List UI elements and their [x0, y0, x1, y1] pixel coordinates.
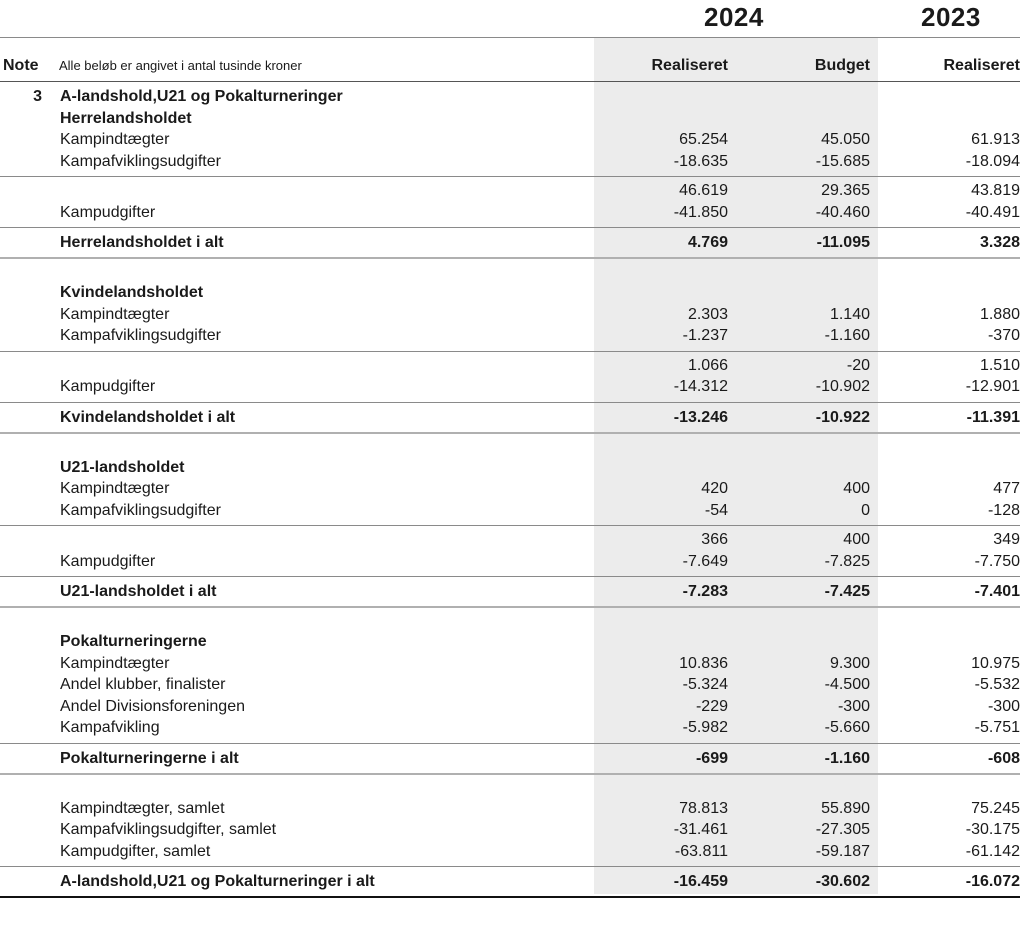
- value-budget-2024: -7.825: [824, 552, 870, 570]
- total-row: [0, 227, 1020, 259]
- value-realiseret-2023: -5.751: [974, 719, 1020, 736]
- note-cell: [0, 696, 48, 718]
- table-row: [0, 674, 1020, 696]
- note-cell: [0, 631, 48, 653]
- row-label: Pokalturneringerne i alt: [60, 749, 239, 767]
- value-realiseret-2023: -11.391: [966, 408, 1020, 426]
- value-realiseret-2024: -5.324: [682, 676, 728, 693]
- row-label: Kampafviklingsudgifter, samlet: [60, 821, 277, 838]
- value-budget-2024: -15.685: [815, 152, 870, 170]
- row-label: Kampudgifter: [60, 378, 156, 395]
- value-realiseret-2024: [594, 282, 728, 304]
- value-budget-2024: -20: [846, 356, 870, 374]
- row-label: Kampafviklingsudgifter: [60, 501, 221, 519]
- note-cell: [0, 500, 48, 522]
- row-label: Kampindtægter: [60, 305, 170, 323]
- value-realiseret-2024: 78.813: [679, 799, 728, 817]
- value-realiseret-2024: -229: [695, 697, 728, 715]
- table-row: [0, 841, 1020, 863]
- value-budget-2024: 1.140: [829, 305, 870, 323]
- amount-unit-caption: Alle beløb er angivet i antal tusinde kroner: [59, 58, 302, 73]
- value-realiseret-2024: [594, 631, 728, 653]
- row-label: Kvindelandsholdet i alt: [60, 408, 236, 426]
- note-cell: [0, 577, 48, 606]
- row-label: A-landshold,U21 og Pokalturneringer i alt: [60, 873, 375, 890]
- section-heading-row: [0, 86, 1020, 108]
- value-budget-2024: [728, 457, 870, 479]
- value-budget-2024: [728, 108, 870, 130]
- table-row: [0, 696, 1020, 718]
- note-cell: [0, 151, 48, 173]
- note-cell: [0, 228, 48, 257]
- table-row: [0, 653, 1020, 675]
- value-budget-2024: 9.300: [829, 654, 870, 672]
- value-realiseret-2023: -128: [987, 501, 1020, 519]
- note-cell: [0, 529, 48, 551]
- value-realiseret-2023: -18.094: [965, 152, 1020, 170]
- note-cell: [0, 403, 48, 432]
- value-budget-2024: [728, 282, 870, 304]
- row-label: Kampindtægter: [60, 480, 170, 497]
- row-label: Kampindtægter: [60, 131, 170, 148]
- total-row: [0, 866, 1020, 898]
- table-body: [0, 86, 1020, 898]
- note-cell: [0, 478, 48, 500]
- value-realiseret-2024: 10.836: [679, 654, 728, 672]
- total-row: [0, 576, 1020, 608]
- row-label: Kampudgifter, samlet: [60, 842, 211, 860]
- value-budget-2024: 0: [861, 501, 870, 519]
- value-realiseret-2023: 43.819: [971, 182, 1020, 199]
- note-cell: [0, 457, 48, 479]
- row-label: U21-landsholdet: [60, 458, 185, 476]
- value-budget-2024: -11.095: [816, 234, 870, 251]
- value-realiseret-2024: -16.459: [673, 873, 728, 890]
- value-realiseret-2023: -370: [987, 327, 1020, 344]
- value-realiseret-2024: -1.237: [682, 327, 728, 344]
- value-realiseret-2024: -63.811: [674, 842, 728, 860]
- row-label: [48, 355, 594, 377]
- row-label: Andel klubber, finalister: [60, 676, 226, 693]
- value-realiseret-2023: -30.175: [965, 821, 1020, 838]
- row-label: U21-landsholdet i alt: [60, 583, 217, 600]
- note-cell: [0, 180, 48, 202]
- value-budget-2024: -1.160: [824, 749, 870, 767]
- value-budget-2024: -40.460: [815, 203, 870, 221]
- table-row: [0, 304, 1020, 326]
- value-realiseret-2024: 2.303: [687, 305, 728, 323]
- value-realiseret-2024: -13.246: [673, 408, 728, 426]
- value-realiseret-2024: [594, 86, 728, 108]
- value-budget-2024: -1.160: [824, 327, 870, 344]
- value-realiseret-2023: -61.142: [965, 842, 1020, 860]
- value-realiseret-2024: -7.649: [682, 552, 728, 570]
- col-header-realiseret-2023: Realiseret: [943, 57, 1020, 74]
- row-spacer: [0, 608, 1020, 631]
- value-realiseret-2023: -7.750: [974, 552, 1020, 570]
- value-realiseret-2024: 4.769: [687, 234, 728, 251]
- note-cell: [0, 376, 48, 398]
- value-realiseret-2023: [870, 631, 1020, 653]
- row-label: Kampudgifter: [60, 203, 156, 221]
- value-realiseret-2024: -7.283: [682, 583, 728, 600]
- column-header-row: [0, 38, 1020, 82]
- value-budget-2024: -10.902: [815, 378, 870, 395]
- note-cell: [0, 653, 48, 675]
- section-heading-row: [0, 282, 1020, 304]
- note-cell: [0, 674, 48, 696]
- value-realiseret-2024: -14.312: [673, 378, 728, 395]
- value-budget-2024: 55.890: [821, 799, 870, 817]
- value-budget-2024: -10.922: [815, 408, 870, 426]
- value-realiseret-2023: [870, 457, 1020, 479]
- value-realiseret-2024: -54: [704, 501, 728, 519]
- table-row: [0, 351, 1020, 377]
- row-label: Kampindtægter, samlet: [60, 799, 225, 817]
- value-realiseret-2024: [594, 108, 728, 130]
- note-cell: [0, 551, 48, 573]
- value-realiseret-2024: 420: [701, 480, 728, 497]
- note-cell: [0, 129, 48, 151]
- value-budget-2024: [728, 86, 870, 108]
- row-label: Kampindtægter: [60, 654, 170, 672]
- col-header-realiseret-2024: Realiseret: [651, 57, 728, 74]
- value-budget-2024: 400: [843, 480, 870, 497]
- row-spacer: [0, 775, 1020, 798]
- table-row: [0, 819, 1020, 841]
- value-realiseret-2024: 46.619: [679, 182, 728, 199]
- value-realiseret-2023: [870, 282, 1020, 304]
- table-row: [0, 525, 1020, 551]
- value-realiseret-2023: 349: [993, 531, 1020, 548]
- value-realiseret-2024: 65.254: [679, 131, 728, 148]
- value-budget-2024: -300: [837, 697, 870, 715]
- value-realiseret-2024: -699: [695, 749, 728, 767]
- note-cell: [0, 798, 48, 820]
- value-realiseret-2023: 1.510: [979, 356, 1020, 374]
- table-row: [0, 798, 1020, 820]
- table-row: [0, 551, 1020, 573]
- row-label: [48, 529, 594, 551]
- year-2024-heading: 2024: [704, 2, 764, 32]
- table-row: [0, 129, 1020, 151]
- year-header-row: [0, 0, 1020, 38]
- row-label: Kampafviklingsudgifter: [60, 152, 221, 170]
- table-row: [0, 202, 1020, 224]
- value-realiseret-2024: -5.982: [682, 719, 728, 736]
- row-label: Kampafviklingsudgifter: [60, 327, 221, 344]
- note-cell: [0, 325, 48, 347]
- row-label: [48, 180, 594, 202]
- value-realiseret-2023: -7.401: [974, 583, 1020, 600]
- value-realiseret-2023: 1.880: [979, 305, 1020, 323]
- value-realiseret-2023: [870, 86, 1020, 108]
- value-realiseret-2023: -16.072: [965, 873, 1020, 890]
- value-budget-2024: -27.305: [815, 821, 870, 838]
- total-row: [0, 743, 1020, 775]
- value-realiseret-2023: -5.532: [974, 676, 1020, 693]
- value-realiseret-2024: -31.461: [673, 821, 728, 838]
- value-realiseret-2023: 10.975: [971, 654, 1020, 672]
- value-realiseret-2023: 61.913: [971, 131, 1020, 148]
- note-cell: [0, 355, 48, 377]
- table-row: [0, 176, 1020, 202]
- value-realiseret-2024: -41.850: [673, 203, 728, 221]
- table-row: [0, 376, 1020, 398]
- value-budget-2024: [728, 631, 870, 653]
- value-realiseret-2024: 1.066: [687, 356, 728, 374]
- total-row: [0, 402, 1020, 434]
- col-header-budget-2024: Budget: [814, 57, 870, 74]
- note-cell: [0, 841, 48, 863]
- note-cell: 3: [33, 88, 42, 105]
- value-budget-2024: 400: [843, 531, 870, 548]
- row-label: A-landshold,U21 og Pokalturneringer: [60, 88, 343, 105]
- row-label: Herrelandsholdet: [60, 109, 192, 127]
- value-realiseret-2024: 366: [701, 531, 728, 548]
- value-budget-2024: -5.660: [824, 719, 870, 736]
- value-budget-2024: -4.500: [824, 676, 870, 693]
- value-realiseret-2023: -300: [987, 697, 1020, 715]
- value-realiseret-2024: -18.635: [673, 152, 728, 170]
- note-cell: [0, 202, 48, 224]
- value-realiseret-2023: -608: [987, 749, 1020, 767]
- section-heading-row: [0, 631, 1020, 653]
- year-2023-heading: 2023: [921, 2, 981, 32]
- value-realiseret-2023: 75.245: [971, 799, 1020, 817]
- row-label: Kvindelandsholdet: [60, 284, 204, 301]
- table-row: [0, 151, 1020, 173]
- note-header: Note: [3, 57, 39, 74]
- row-spacer: [0, 259, 1020, 282]
- row-spacer: [0, 434, 1020, 457]
- note-cell: [0, 717, 48, 739]
- value-budget-2024: -30.602: [815, 873, 870, 890]
- value-budget-2024: 45.050: [821, 131, 870, 148]
- table-row: [0, 478, 1020, 500]
- value-realiseret-2023: 3.328: [979, 234, 1020, 251]
- value-budget-2024: -59.187: [815, 842, 870, 860]
- row-label: Pokalturneringerne: [60, 633, 207, 650]
- note-cell: [0, 108, 48, 130]
- row-label: Kampudgifter: [60, 552, 156, 570]
- table-row: [0, 717, 1020, 739]
- value-budget-2024: 29.365: [821, 182, 870, 199]
- section-heading-row: [0, 457, 1020, 479]
- value-realiseret-2023: -40.491: [965, 203, 1020, 221]
- row-label: Kampafvikling: [60, 719, 160, 736]
- note-cell: [0, 282, 48, 304]
- row-label: Herrelandsholdet i alt: [60, 234, 224, 251]
- value-realiseret-2023: -12.901: [965, 378, 1020, 395]
- note-cell: [0, 744, 48, 773]
- value-budget-2024: -7.425: [824, 583, 870, 600]
- value-realiseret-2024: [594, 457, 728, 479]
- note-cell: [0, 819, 48, 841]
- section-heading-row: [0, 108, 1020, 130]
- note-cell: [0, 867, 48, 896]
- table-row: [0, 325, 1020, 347]
- value-realiseret-2023: 477: [993, 480, 1020, 497]
- note-cell: [0, 304, 48, 326]
- table-row: [0, 500, 1020, 522]
- value-realiseret-2023: [870, 108, 1020, 130]
- row-label: Andel Divisionsforeningen: [60, 697, 245, 715]
